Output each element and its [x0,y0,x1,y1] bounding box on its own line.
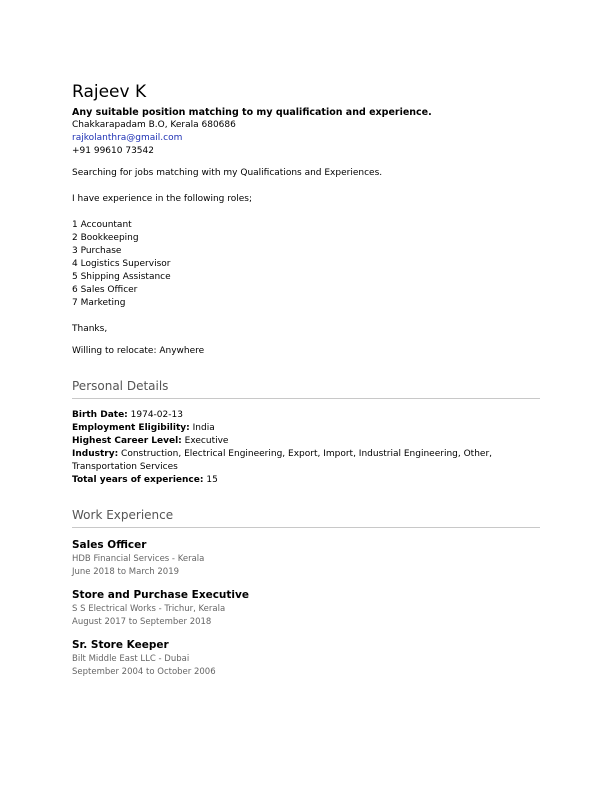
personal-details [72,409,540,487]
resume-page [72,80,540,688]
job-title: Sales Officer [72,539,147,551]
job-dates: June 2018 to March 2019 [72,567,180,577]
list-item: 6 Sales Officer [72,285,138,295]
job-company: HDB Financial Services - Kerala [72,554,205,564]
field-label: Industry: [72,449,119,459]
phone-number: +91 99610 73542 [72,146,154,156]
birth-date [72,409,540,422]
relocate-text: Willing to relocate: Anywhere [72,346,205,356]
personal-details-heading: Personal Details [72,379,169,393]
thanks-text: Thanks, [72,324,108,334]
job-dates: September 2004 to October 2006 [72,667,216,677]
job-company: Bilt Middle East LLC - Dubai [72,654,190,664]
field-label: Highest Career Level: [72,436,182,446]
list-item: 7 Marketing [72,298,126,308]
email-link[interactable]: rajkolanthra@gmail.com [72,133,183,143]
job-dates: August 2017 to September 2018 [72,617,212,627]
section-divider [72,527,540,528]
employment-eligibility [72,422,540,435]
section-divider [72,398,540,399]
job-entry [72,588,540,629]
field-value: Construction, Electrical Engineering, Export, Import, Industrial Engineering, Other, Transportation Services [72,449,493,472]
work-experience [72,538,540,679]
work-experience-heading: Work Experience [72,508,174,522]
field-label: Birth Date: [72,410,128,420]
roles-intro: I have experience in the following roles; [72,194,252,204]
list-item: 1 Accountant [72,220,132,230]
list-item: 3 Purchase [72,246,122,256]
summary-intro: Searching for jobs matching with my Qualifications and Experiences. [72,168,383,178]
job-company: S S Electrical Works - Trichur, Kerala [72,604,226,614]
job-title: Store and Purchase Executive [72,589,249,601]
field-value: India [192,423,215,433]
field-value: Executive [184,436,229,446]
list-item: 4 Logistics Supervisor [72,259,171,269]
field-value: 1974-02-13 [130,410,183,420]
list-item: 5 Shipping Assistance [72,272,171,282]
industry [72,448,540,474]
address: Chakkarapadam B.O, Kerala 680686 [72,120,236,130]
candidate-name: Rajeev K [72,82,147,102]
job-entry [72,538,540,579]
field-label: Total years of experience: [72,475,204,485]
roles-list [72,219,540,310]
job-entry [72,638,540,679]
headline: Any suitable position matching to my qualification and experience. [72,107,432,118]
career-level [72,435,540,448]
job-title: Sr. Store Keeper [72,639,169,651]
field-label: Employment Eligibility: [72,423,190,433]
list-item: 2 Bookkeeping [72,233,139,243]
field-value: 15 [206,475,218,485]
years-experience [72,474,540,487]
